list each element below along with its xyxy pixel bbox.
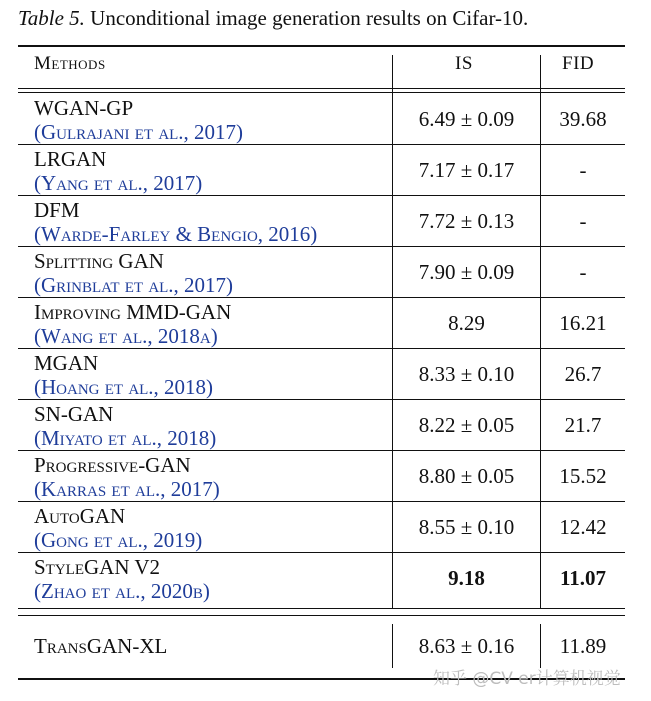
is-cell: 8.29	[448, 311, 485, 335]
fid-cell: -	[579, 209, 587, 233]
method-citation: (Miyato et al., 2018)	[34, 426, 217, 450]
is-cell: 6.49 ± 0.09	[418, 107, 515, 131]
method-citation: (Wang et al., 2018a)	[34, 324, 218, 348]
method-name: LRGAN	[34, 147, 107, 171]
is-cell: 8.33 ± 0.10	[418, 362, 515, 386]
method-citation: (Yang et al., 2017)	[34, 171, 203, 195]
header-fid: FID	[562, 53, 595, 74]
is-cell: 9.18	[448, 566, 485, 590]
fid-cell: -	[579, 260, 587, 284]
top-rule	[18, 45, 625, 47]
final-row-method	[34, 634, 167, 658]
header-methods: Methods	[34, 53, 106, 74]
method-name: WGAN-GP	[34, 96, 134, 120]
is-cell: 7.72 ± 0.13	[418, 209, 515, 233]
fid-cell: 16.21	[559, 311, 607, 335]
method-citation: (Hoang et al., 2018)	[34, 375, 214, 399]
method-cell	[34, 300, 231, 348]
method-name: MGAN	[34, 351, 99, 375]
is-cell: 7.17 ± 0.17	[418, 158, 515, 182]
method-citation: (Karras et al., 2017)	[34, 477, 220, 501]
caption-text: Unconditional image generation results on Cifar-10.	[90, 6, 529, 30]
method-citation: (Zhao et al., 2020b)	[34, 579, 210, 603]
method-name: AutoGAN	[34, 504, 126, 528]
method-name: StyleGAN V2	[34, 555, 161, 579]
method-citation: (Warde-Farley & Bengio, 2016)	[34, 222, 318, 246]
final-row-is: 8.63 ± 0.16	[418, 633, 515, 658]
method-citation: (Gong et al., 2019)	[34, 528, 203, 552]
is-cell: 7.90 ± 0.09	[418, 260, 515, 284]
method-cell	[34, 351, 213, 399]
method-cell	[34, 504, 202, 552]
watermark: 知乎 @CV er计算机视觉	[433, 669, 621, 689]
fid-cell: 11.07	[559, 566, 607, 590]
final-row-name: TransGAN-XL	[34, 634, 168, 658]
fid-cell: 12.42	[559, 515, 607, 539]
method-citation: (Grinblat et al., 2017)	[34, 273, 234, 297]
section-rule-2	[18, 615, 625, 616]
method-citation: (Gulrajani et al., 2017)	[34, 120, 244, 144]
final-row-fid: 11.89	[559, 633, 607, 658]
caption-label: Table 5.	[18, 6, 85, 30]
method-cell	[34, 555, 210, 603]
method-cell	[34, 198, 317, 246]
fid-cell: 26.7	[564, 362, 602, 386]
header-rule-2	[18, 92, 625, 93]
is-cell: 8.80 ± 0.05	[418, 464, 515, 488]
method-cell	[34, 147, 202, 195]
fid-cell: 21.7	[564, 413, 602, 437]
method-name: Progressive-GAN	[34, 453, 191, 477]
fid-cell: 15.52	[559, 464, 607, 488]
table-caption	[18, 6, 528, 31]
method-name: SN-GAN	[34, 402, 114, 426]
header-is: IS	[455, 53, 473, 74]
method-cell	[34, 249, 233, 297]
is-cell: 8.22 ± 0.05	[418, 413, 515, 437]
method-cell	[34, 453, 220, 501]
method-name: DFM	[34, 198, 80, 222]
fid-cell: -	[579, 158, 587, 182]
section-rule-1	[18, 608, 625, 609]
method-cell	[34, 96, 243, 144]
is-cell: 8.55 ± 0.10	[418, 515, 515, 539]
method-cell	[34, 402, 216, 450]
method-name: Improving MMD-GAN	[34, 300, 232, 324]
method-name: Splitting GAN	[34, 249, 164, 273]
fid-cell: 39.68	[559, 107, 607, 131]
header-rule-1	[18, 88, 625, 89]
